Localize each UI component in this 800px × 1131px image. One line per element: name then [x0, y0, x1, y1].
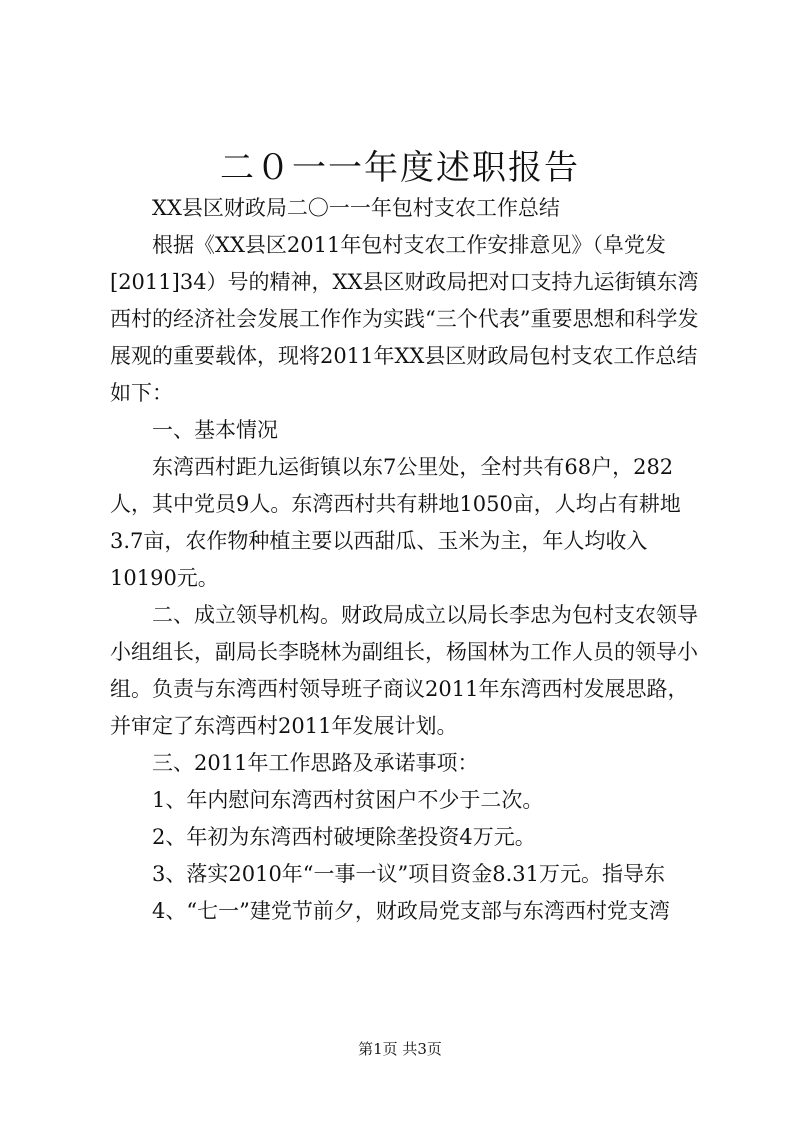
- page-footer: 第1页 共3页: [358, 1040, 442, 1058]
- list-item: 4、“七一”建党节前夕，财政局党支部与东湾西村党支湾: [152, 899, 670, 923]
- list-item: 1、年内慰问东湾西村贫困户不少于二次。: [152, 788, 544, 812]
- leadership-paragraph: 二、成立领导机构。财政局成立以局长李忠为包村支农领导小组组长，副局长李晓林为副组长，杨国林为工作人员的领导小组。负责与东湾西村领导班子商议2011年东湾西村发展思路，并审定了东湾西村2011年发展计划。: [110, 603, 698, 738]
- subtitle-paragraph: XX县区财政局二〇一一年包村支农工作总结: [152, 196, 560, 220]
- list-item: 3、落实2010年“一事一议”项目资金8.31万元。指导东: [152, 862, 666, 886]
- section-heading-basic: 一、基本情况: [152, 418, 278, 442]
- basic-info-paragraph: 东湾西村距九运街镇以东7公里处，全村共有68户，282人，其中党员9人。东湾西村共有耕地1050亩，人均占有耕地3.7亩，农作物种植主要以西甜瓜、玉米为主，年人均收入10190元。: [110, 455, 681, 590]
- section-heading-plan: 三、2011年工作思路及承诺事项：: [152, 751, 479, 775]
- list-item: 2、年初为东湾西村破埂除垄投资4万元。: [152, 825, 536, 849]
- document-body: [110, 190, 700, 930]
- document-title: 二０一一年度述职报告: [220, 148, 580, 188]
- intro-paragraph: 根据《XX县区2011年包村支农工作安排意见》（阜党发[2011]34）号的精神，XX县区财政局把对口支持九运街镇东湾西村的经济社会发展工作作为实践“三个代表”重要思想和科学发展观的重要载体，现将2011年XX县区财政局包村支农工作总结如下：: [110, 233, 699, 405]
